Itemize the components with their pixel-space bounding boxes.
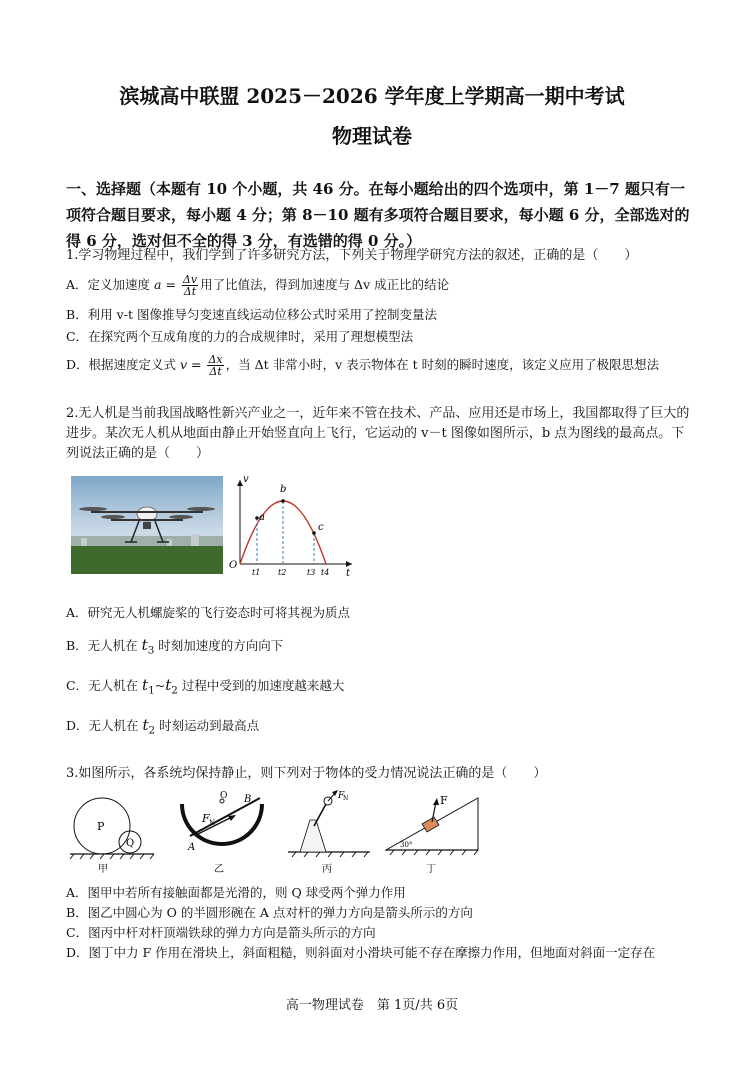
- page-footer: 高一物理试卷 第 1页/共 6页: [285, 998, 459, 1013]
- q1-option-a: A．定义加速度 a = $\frac{\Delta v}{\Delta t}$ 用了比值法，得到加速度与 Δv 成正比的结论: [66, 273, 450, 298]
- svg-text:c: c: [318, 522, 324, 533]
- svg-text:t4: t4: [321, 568, 330, 577]
- figure-ding: [386, 794, 478, 875]
- q3-option-c: C．图丙中杆对杆顶端铁球的弹力方向是箭头所示的方向: [66, 925, 376, 940]
- q3-option-b: B．图乙中圆心为 O 的半圆形碗在 A 点对杆的弹力方向是箭头所示的方向: [66, 905, 473, 920]
- svg-text:B: B: [244, 794, 252, 805]
- force-diagrams: [64, 790, 494, 876]
- q2-option-d: D．无人机在 $t_2$ 时刻运动到最高点: [66, 716, 260, 737]
- q1-stem: 1.学习物理过程中，我们学到了许多研究方法，下列关于物理学研究方法的叙述，正确的是（ ）: [66, 248, 638, 263]
- q1-option-c: C．在探究两个互成角度的力的合成规律时，采用了理想模型法: [66, 329, 414, 344]
- q2-stem: 2.无人机是当前我国战略性新兴产业之一，近年来不管在技术、产品、应用还是市场上，我国都取得了巨大的进步。某次无人机从地面由静止开始竖直向上飞行，它运动的 v－t 图像如图所示，b 点为图线的最高点。下列说法正确的是（ ）: [66, 406, 690, 461]
- q1-option-b: B．利用 v-t 图像推导匀变速直线运动位移公式时采用了控制变量法: [66, 307, 437, 322]
- svg-text:乙: 乙: [214, 864, 224, 875]
- q2-option-a: A．研究无人机螺旋桨的飞行姿态时可将其视为质点: [66, 605, 351, 620]
- q3-option-a: A．图甲中若所有接触面都是光滑的，则 Q 球受两个弹力作用: [66, 885, 406, 900]
- svg-text:N: N: [209, 819, 216, 827]
- section-intro: 一、选择题（本题有 10 个小题，共 46 分。在每小题给出的四个选项中，第 1－7 题只有一项符合题目要求，每小题 4 分；第 8－10 题有多项符合题目要求，每小题 6 分，全部选对的得 6 分，选对但不全的得 3 分，有选错的得 0 分。）: [66, 180, 690, 250]
- drone-photo: [71, 476, 223, 574]
- svg-text:丙: 丙: [322, 864, 332, 875]
- svg-text:Q: Q: [126, 838, 135, 849]
- svg-text:t1: t1: [252, 568, 261, 577]
- svg-text:v: v: [243, 474, 249, 485]
- q3-stem: 3.如图所示，各系统均保持静止，则下列对于物体的受力情况说法正确的是（ ）: [66, 766, 547, 781]
- vt-graph: [226, 474, 358, 580]
- svg-text:F: F: [338, 791, 345, 801]
- svg-text:30°: 30°: [400, 841, 413, 849]
- q1-option-d: D．根据速度定义式 v = $\frac{\Delta x}{\Delta t}$ ，当 Δt 非常小时，v 表示物体在 t 时刻的瞬时速度，该定义应用了极限思想法: [66, 353, 660, 378]
- figure-bing: [288, 790, 370, 875]
- svg-text:P: P: [97, 820, 105, 833]
- figure-jia: [70, 798, 154, 875]
- exam-title: 滨城高中联盟 2025－2026 学年度上学期高一期中考试: [119, 84, 625, 108]
- q2-option-c: C．无人机在 $t_1\sim t_2$ 过程中受到的加速度越来越大: [66, 676, 345, 697]
- q3-option-d: D．图丁中力 F 作用在滑块上，斜面粗糙，则斜面对小滑块可能不存在摩擦力作用，但地面对斜面一定存在: [66, 945, 656, 960]
- svg-text:F: F: [440, 794, 448, 807]
- svg-text:N: N: [343, 795, 349, 802]
- svg-text:b: b: [280, 484, 287, 495]
- svg-text:A: A: [188, 842, 196, 853]
- svg-text:甲: 甲: [98, 864, 108, 875]
- svg-text:O: O: [229, 560, 238, 571]
- svg-text:a: a: [259, 512, 265, 523]
- figure-yi: [182, 791, 262, 875]
- svg-text:F: F: [202, 812, 210, 825]
- svg-text:t2: t2: [278, 568, 287, 577]
- q2-option-b: B．无人机在 $t_3$ 时刻加速度的方向向下: [66, 636, 284, 657]
- svg-text:O: O: [220, 791, 228, 801]
- svg-text:t: t: [346, 568, 351, 579]
- exam-subtitle: 物理试卷: [332, 124, 412, 148]
- svg-text:t3: t3: [307, 568, 316, 577]
- svg-text:丁: 丁: [426, 864, 436, 875]
